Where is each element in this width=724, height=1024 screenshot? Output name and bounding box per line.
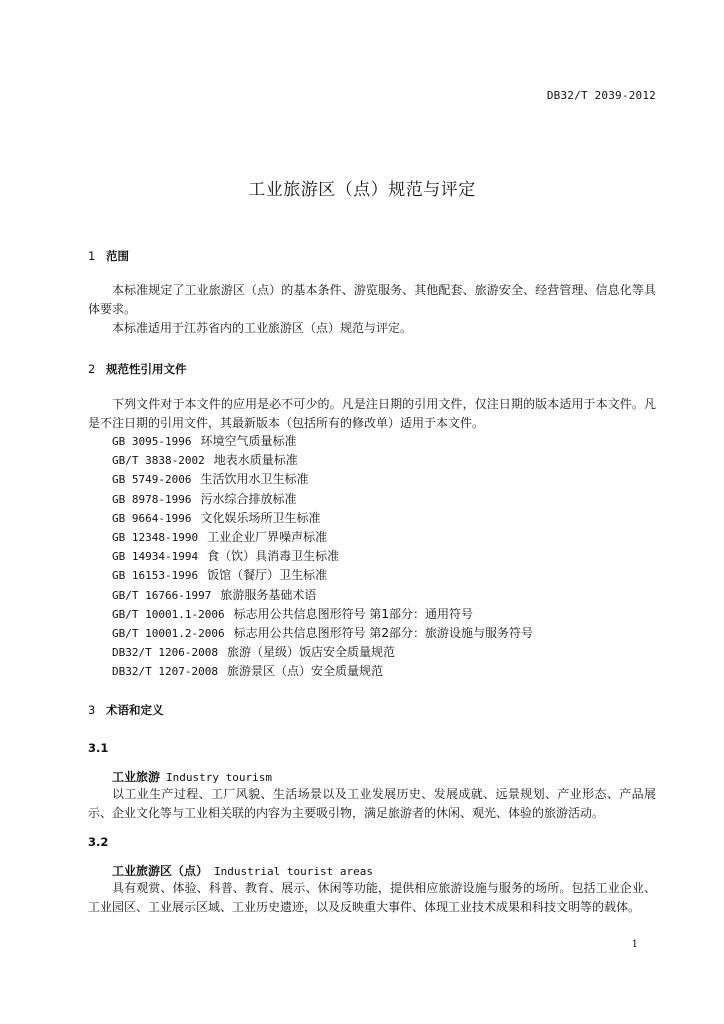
term-3-2-heading [112,862,373,879]
reference-code: GB 8978-1996 [112,492,192,506]
reference-name: 标志用公共信息图形符号 第1部分：通用符号 [233,606,474,621]
reference-code: DB32/T 1206-2008 [112,646,218,660]
reference-item [112,643,533,662]
reference-name: 污水综合排放标准 [200,491,297,506]
reference-name: 旅游景区（点）安全质量规范 [226,664,383,679]
term-3-2-definition: 具有观赏、体验、科普、教育、展示、休闲等功能，提供相应旅游设施与服务的场所。包括工业企业、工业园区、工业展示区域、工业历史遗迹，以及反映重大事件、体现工业技术成果和科技文明等的载体。 [88,881,656,914]
reference-code: GB/T 16766-1997 [112,588,212,602]
reference-code: GB/T 10001.2-2006 [112,627,225,641]
section-number: 3 [88,703,96,717]
section-2-heading [88,361,187,377]
reference-code: GB 5749-2006 [112,473,192,487]
reference-name: 食（饮）具消毒卫生标准 [207,549,340,564]
term-name-zh: 工业旅游区（点） [112,864,209,878]
reference-item [112,432,533,451]
reference-name: 标志用公共信息图形符号 第2部分：旅游设施与服务符号 [233,626,534,641]
section-2-paragraph: 下列文件对于本文件的应用是必不可少的。凡是注日期的引用文件，仅注日期的版本适用于本文件。凡是不注日期的引用文件，其最新版本（包括所有的修改单）适用于本文件。 [88,397,656,430]
reference-code: GB 3095-1996 [112,435,192,448]
reference-item [112,509,533,528]
reference-code: GB 9664-1996 [112,511,192,525]
reference-name: 工业企业厂界噪声标准 [207,530,328,545]
term-name-zh: 工业旅游 [112,770,161,784]
standard-code: DB32/T 2039-2012 [546,89,656,102]
page-number: 1 [631,939,638,950]
reference-item [112,547,533,566]
section-number: 2 [88,362,96,376]
section-1-heading [88,248,129,264]
reference-item [112,451,533,470]
section-title: 范围 [106,249,129,263]
reference-item [112,566,533,585]
section-3-heading [88,702,164,718]
document-title: 工业旅游区（点）规范与评定 [248,180,476,200]
reference-name: 生活饮用水卫生标准 [200,472,309,487]
reference-list [112,432,533,682]
reference-code: GB 16153-1996 [112,569,199,583]
subsection-3-1-number: 3.1 [88,741,109,755]
term-3-1-definition: 以工业生产过程、工厂风貌、生活场景以及工业发展历史、发展成就、远景规划、产业形态、产品展示、企业文化等与工业相关联的内容为主要吸引物，满足旅游者的休闲、观光、体验的旅游活动。 [88,787,656,820]
section-title: 规范性引用文件 [106,362,187,376]
section-title: 术语和定义 [106,703,164,717]
reference-code: GB/T 10001.1-2006 [112,607,225,621]
reference-code: GB 14934-1994 [112,550,199,564]
reference-name: 饭馆（餐厅）卫生标准 [207,568,328,583]
reference-name: 旅游（星级）饭店安全质量规范 [226,645,395,660]
section-1-paragraph-1: 本标准规定了工业旅游区（点）的基本条件、游览服务、其他配套、旅游安全、经营管理、信息化等具体要求。 [88,283,656,316]
section-1-paragraph-2: 本标准适用于江苏省内的工业旅游区（点）规范与评定。 [112,321,413,335]
reference-item [112,470,533,489]
term-name-en: Industry tourism [166,771,272,784]
reference-code: DB32/T 1207-2008 [112,665,218,679]
subsection-3-2-number: 3.2 [88,835,109,849]
reference-name: 文化娱乐场所卫生标准 [200,510,321,525]
reference-code: GB/T 3838-2002 [112,454,205,468]
reference-item [112,528,533,547]
reference-name: 地表水质量标准 [213,453,298,468]
term-name-en: Industrial tourist areas [214,865,373,878]
section-number: 1 [88,249,96,263]
reference-item [112,605,533,624]
reference-item [112,586,533,605]
reference-code: GB 12348-1990 [112,531,199,545]
reference-item [112,662,533,681]
reference-item [112,490,533,509]
term-3-1-heading [112,768,272,785]
reference-name: 旅游服务基础术语 [220,587,317,602]
reference-item [112,624,533,643]
reference-name: 环境空气质量标准 [200,434,297,448]
